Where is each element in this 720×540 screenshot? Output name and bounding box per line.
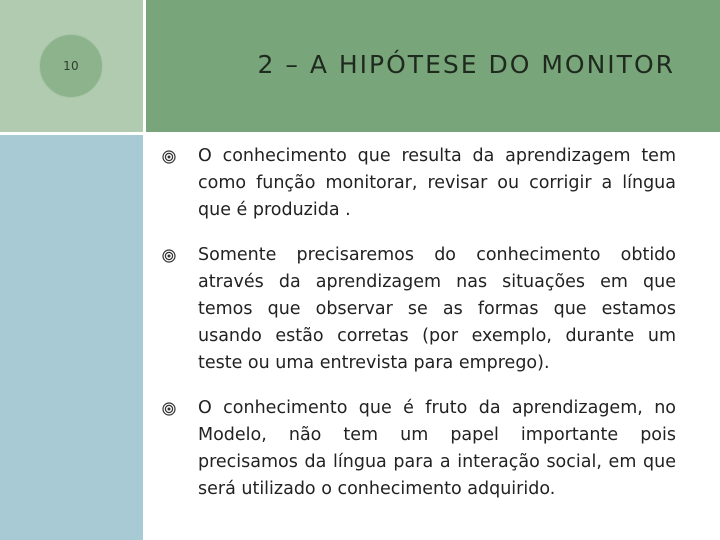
target-bullet-icon xyxy=(162,242,178,269)
page-number-badge xyxy=(39,34,103,98)
bullet-text: O conhecimento que resulta da aprendizagem tem como função monitorar, revisar ou corrigir a língua que é produzida . xyxy=(198,146,676,220)
bullet-text: Somente precisaremos do conhecimento obtido através da aprendizagem nas situações em que temos que observar se as formas que estamos usando estão corretas (por exemplo, durante um teste ou uma entrevista para emprego). xyxy=(198,245,676,373)
bullet-item xyxy=(162,395,676,503)
page-number: 10 xyxy=(63,59,79,73)
target-bullet-icon xyxy=(162,395,178,422)
bullet-item xyxy=(162,143,676,224)
bullet-item xyxy=(162,242,676,377)
bullet-text: O conhecimento que é fruto da aprendizagem, no Modelo, não tem um papel importante pois precisamos da língua para a interação social, em que será utilizado o conhecimento adquirido. xyxy=(198,398,676,499)
vertical-divider xyxy=(143,0,146,540)
left-side-band xyxy=(0,135,143,540)
bullet-list xyxy=(162,143,676,521)
target-bullet-icon xyxy=(162,143,178,170)
slide-title: 2 – A HIPÓTESE DO MONITOR xyxy=(257,50,675,79)
horizontal-divider xyxy=(0,132,720,135)
